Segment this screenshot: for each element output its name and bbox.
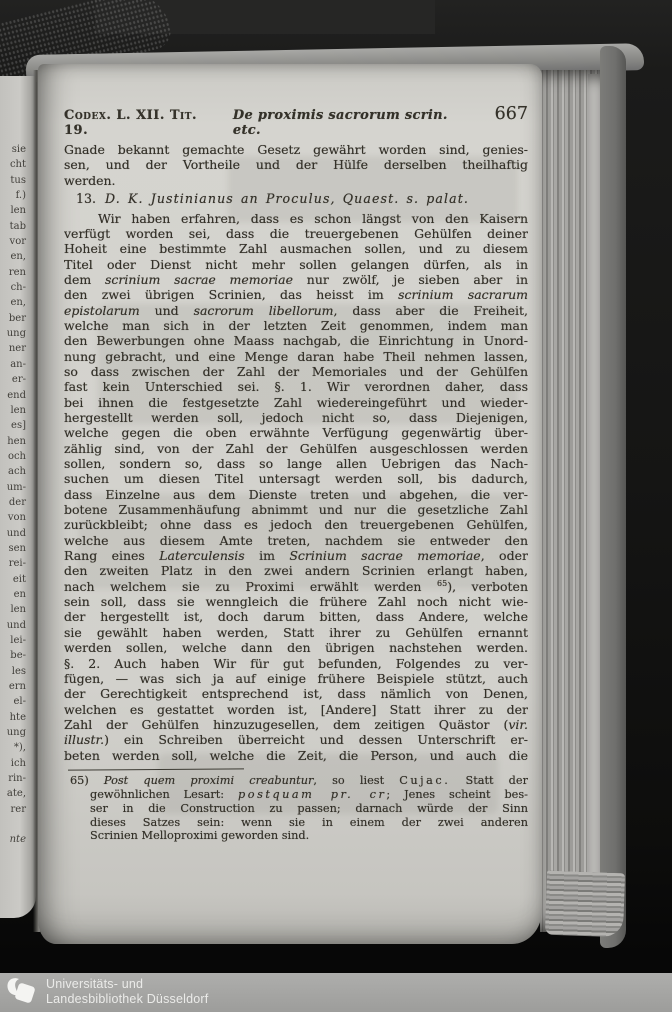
body-paragraph (64, 211, 528, 763)
text-column (64, 104, 528, 843)
margin-fragment: ich (10, 757, 26, 769)
margin-fragment: ern (8, 681, 26, 693)
text-line: beten werden soll, welche die Zeit, die Person, und auch die (64, 747, 528, 763)
text-line: Rang eines Laterculensis im Scrinium sacrae memoriae, oder (64, 548, 528, 564)
text-line: 65) Post quem proximi creabuntur, so liest Cujac. Statt der (70, 773, 528, 787)
margin-fragment: rei- (8, 558, 26, 570)
margin-fragment: *), (13, 742, 26, 754)
margin-fragment: an- (10, 358, 26, 370)
margin-fragment: en (13, 588, 26, 600)
text-line: den zwei übrigen Scrinien, das heisst im scrinium sacrarum (64, 287, 528, 303)
text-line: welchen es gestattet worden ist, [Andere] Statt ihrer zu der (64, 701, 528, 717)
text-line: werden sollen, welche dann den übrigen nachstehen werden. (64, 640, 528, 656)
margin-fragment: en, (10, 297, 26, 309)
footnote (64, 774, 528, 843)
text-line: zählig sind, von der Zahl der Gehülfen ausgeschlossen werden (64, 440, 528, 456)
text-line: ser in die Construction zu passen; darnach würde der Sinn (90, 801, 528, 815)
margin-fragment: ach (7, 466, 26, 478)
text-line: welche gegen die oben erwähnte Verfügung gegenwärtig über- (64, 425, 528, 441)
margin-fragment: len (10, 604, 26, 616)
margin-fragment: och (7, 450, 26, 462)
book-cover-right-edge (600, 46, 626, 948)
text-line: sen, und der Vortheile und der Hülfe derselben theilhaftig (64, 157, 528, 173)
margin-fragment: es] (11, 420, 26, 432)
margin-fragment: und (6, 619, 26, 631)
margin-fragment: ate, (6, 788, 26, 800)
running-title-latin: De proximis sacrorum scrin. etc. (232, 108, 448, 138)
margin-fragment: ung (6, 727, 26, 739)
text-line: verfügt worden sei, dass die treuergebenen Gehülfen deiner (64, 225, 528, 241)
text-line: §. 2. Auch haben Wir für gut befunden, Folgendes zu ver- (64, 655, 528, 671)
text-line: den zweiten Platz in den zwei andern Scrinien erlangt haben, (64, 563, 528, 579)
text-line: Zahl der Gehülfen hinzuzugesellen, dem zeitigen Quästor (vir. (64, 716, 528, 732)
margin-fragment: f.) (15, 190, 26, 202)
text-line: Titel oder Dienst nicht mehr sollen gelangen dürfen, als in (64, 256, 528, 272)
margin-fragment: von (7, 512, 26, 524)
margin-fragment: eit (12, 573, 26, 585)
text-line: sein soll, dass sie wenngleich die frühere Zahl noch nicht wie- (64, 594, 528, 610)
paragraph-continuation (64, 142, 528, 188)
margin-fragment: hte (9, 711, 26, 723)
text-line: Scrinien Melloproximi geworden sind. (90, 829, 310, 843)
margin-fragment: nte (9, 834, 26, 846)
margin-fragment: end (7, 389, 26, 401)
running-title: Codex. L. XII. Tit. 19. (64, 108, 197, 138)
library-name-line1: Universitäts- und (46, 977, 144, 991)
margin-fragment: be- (10, 650, 26, 662)
text-line: bei ihnen die festgesetzte Zahl wiedereingeführt und wieder- (64, 394, 528, 410)
running-header (64, 104, 528, 138)
margin-fragment: tus (10, 174, 26, 186)
margin-fragment: len (10, 205, 26, 217)
margin-fragment: les (11, 665, 26, 677)
page-number: 667 (494, 104, 528, 124)
text-line: nung gebracht, und eine Menge daran habe Theil nehmen lassen, (64, 348, 528, 364)
margin-fragment: rer (10, 803, 26, 815)
text-line: dem scrinium sacrae memoriae nur zwölf, je sieben aber in (64, 271, 528, 287)
page-block-bottom-corner (545, 871, 625, 938)
margin-fragment: lei- (10, 635, 26, 646)
margin-fragment: vor (9, 236, 26, 248)
margin-fragment: en, (10, 251, 26, 263)
text-line: gewöhnlichen Lesart: postquam pr. cr; Jenes scheint bes- (90, 787, 528, 801)
text-line: sollen, sondern so, dass so lange allen Uebrigen das Nach- (64, 456, 528, 472)
text-line: werden. (64, 172, 116, 188)
margin-fragment: ung (6, 328, 26, 340)
library-name-line2: Landesbibliothek Düsseldorf (46, 992, 209, 1006)
margin-fragment: und (6, 527, 26, 539)
margin-fragment: len (10, 404, 26, 416)
text-line: hergestellt werden soll, jedoch nicht so, dass Diejenigen, (64, 410, 528, 425)
margin-fragment: hen (7, 435, 26, 447)
margin-fragment: ch- (10, 282, 26, 294)
margin-fragment: rin- (8, 773, 26, 785)
page-block-edge-highlight (588, 74, 600, 928)
text-line: der hergestellt ist, doch darum bitten, dass Andere, welche (64, 609, 528, 625)
margin-fragment: ner (8, 343, 26, 355)
text-line: welche aus diesem Amte treten, nachdem sie entweder den (64, 532, 528, 548)
text-line: sie gewählt haben werden, Statt ihrer zu Gehülfen ernannt (64, 624, 528, 640)
margin-fragment: el- (13, 696, 26, 708)
margin-fragment: sie (11, 144, 26, 155)
text-line: nach welchem sie zu Proximi erwählt werden $^{65}$), verboten (64, 578, 528, 594)
text-line: welche man sich in der letzten Zeit genommen, indem man (64, 317, 528, 333)
text-line: Gnade bekannt gemachte Gesetz gewährt worden sind, genies- (64, 142, 528, 157)
facing-page-text-fragments (0, 142, 29, 848)
margin-fragment: er- (11, 374, 26, 386)
margin-fragment: sen (8, 542, 26, 554)
ulb-duesseldorf-logo-icon (5, 975, 39, 1009)
text-line: zurückbleibt; ohne dass es jedoch den treuergebenen Gehülfen, (64, 517, 528, 533)
text-line: Hoheit eine bestimmte Zahl ausmachen sollen, und zu diesem (64, 241, 528, 257)
text-line: fügen, — was sich ja auf einige frühere Beispiele stützt, auch (64, 670, 528, 686)
section-title: D. K. Justinianus an Proculus, Quaest. s. palat. (105, 191, 469, 207)
margin-fragment: cht (9, 159, 26, 171)
margin-fragment: um- (6, 481, 26, 493)
text-line: dieses Satzes sein: wenn sie in einem der zwei anderen (90, 815, 528, 829)
text-line: botene Zusammenhäufung abnimmt und nur die gesetzliche Zahl (64, 502, 528, 518)
text-line: den Bewerbungen ohne Maass nachgab, die Einrichtung in Unord- (64, 333, 528, 349)
margin-fragment: ren (8, 266, 26, 278)
footnote-rule (68, 768, 244, 770)
margin-fragment: der (8, 496, 26, 508)
section-heading (76, 191, 528, 208)
text-line: der Gerechtigkeit entsprechend ist, dass nämlich von Denen, (64, 686, 528, 702)
text-line: epistolarum und sacrorum libellorum, dass aber die Freiheit, (64, 302, 528, 318)
library-footer-bar (0, 973, 672, 1012)
library-name (46, 977, 208, 1007)
text-line: illustr.) ein Schreiben überreicht und dessen Unterschrift er- (64, 732, 528, 748)
section-number: 13. (76, 191, 97, 207)
book-page (38, 64, 542, 944)
margin-fragment (0, 817, 26, 832)
text-line: so dass zwischen der Zahl der Memoriales und der Gehülfen (64, 363, 528, 379)
facing-page-edge (0, 76, 36, 918)
text-line: suchen um diesen Titel untersagt werden soll, bis dadurch, (64, 471, 528, 487)
text-line: Wir haben erfahren, dass es schon längst von den Kaisern (98, 210, 528, 226)
text-line: dass Einzelne aus dem Dienste treten und abgehen, die ver- (64, 486, 528, 502)
margin-fragment: ber (8, 312, 26, 324)
margin-fragment: tab (9, 220, 26, 232)
photo-bottom-border (0, 949, 672, 973)
text-line: fast kein Unterschied sei. §. 1. Wir verordnen daher, dass (64, 379, 528, 395)
